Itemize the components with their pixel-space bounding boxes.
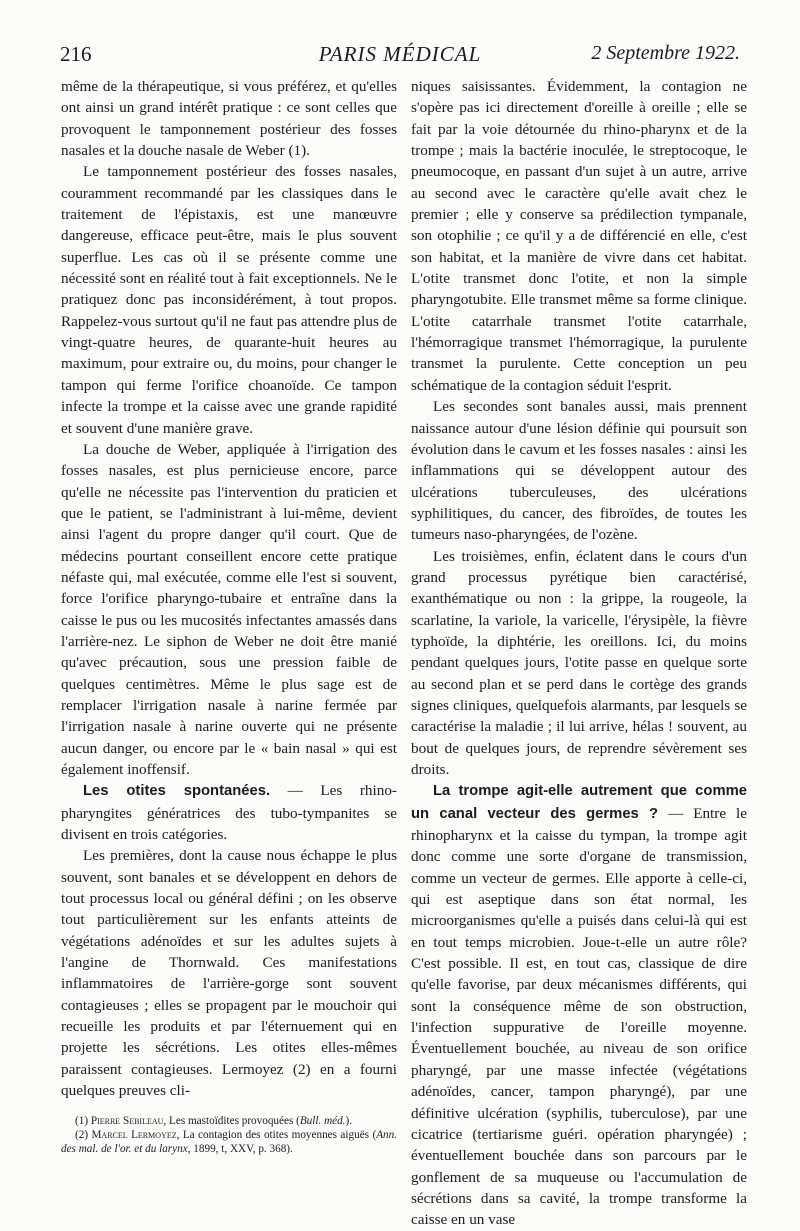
paragraph xyxy=(61,780,397,845)
footnote-text: , 1899, t, XXV, p. 368). xyxy=(187,1142,293,1155)
footnote-label: (1) xyxy=(75,1114,91,1127)
right-column xyxy=(411,76,747,1231)
paragraph: Les secondes sont banales aussi, mais prennent naissance autour d'une lésion définie qui poursuit son évolution dans le cavum et les fosses nasales : ainsi les inflammations qui se développent autour des ulcérations tuberculeuses, des ulcérations syphilitiques, du cancer, des fibroïdes, de toutes les tumeurs naso-pharyngées, de l'ozène. xyxy=(411,398,747,544)
paragraph: La douche de Weber, appliquée à l'irrigation des fosses nasales, est plus pernicieuse encore, parce qu'elle ne nécessite pas l'intervention du praticien et que le patient, se l'administrant à lui-même, devient ainsi l'agent du propre danger qu'il court. Que de médecins pourtant conseillent encore cette pratique néfaste qui, mal exécutée, comme elle l'est si souvent, force l'orifice pharyngo-tubaire et entraîne dans la caisse le pus ou les mucosités infectantes amassés dans l'arrière-nez. Le siphon de Weber ne doit être manié qu'avec précaution, sous une pression faible de quelques centimètres. Même le plus sage est de remplacer l'irrigation nasale à narine fermée par l'irrigation nasale à narine ouverte qui ne présente aucun danger, ou encore par le « bain nasal » qui est également inoffensif. xyxy=(61,440,397,778)
footnote-text: , Les mastoïdites provoquées ( xyxy=(163,1114,300,1127)
footnote-text: , La contagion des otites moyennes aiguës ( xyxy=(176,1128,377,1141)
paragraph: Les premières, dont la cause nous échappe le plus souvent, sont banales et se développent en dehors de tout processus local ou général défini ; on les observe tout particulièrement sur les enfants atteints de végétations adénoïdes et sur les adultes sujets à l'angine de Thornwald. Ces manifestations inflammatoires de l'arrière-gorge sont souvent contagieuses ; elles se propagent par le mouchoir qui recueille les produits et par l'éternuement qui en projette les sécrétions. Les otites elles-mêmes paraissent contagieuses. Lermoyez (2) en a fourni quelques preuves cli- xyxy=(61,847,397,1100)
footnote-author: Marcel Lermoyez xyxy=(91,1128,177,1141)
paragraph: Les troisièmes, enfin, éclatent dans le cours d'un grand processus pyrétique bien caractérisé, exanthématique ou non : la grippe, la rougeole, la scarlatine, la variole, la varicelle, l'érysipèle, la fièvre typhoïde, la diphtérie, les oreillons. Ici, du moins pendant quelques jours, l'otite passe en quelque sorte au second plan et se perd dans le cortège des grands signes cliniques, quelquefois alarmants, par lesquels se caractérise la maladie ; il lui arrive, hélas ! souvent, au bout de quelques jours, de reprendre sévèrement ses droits. xyxy=(411,547,747,778)
paragraph-text: — Entre le rhinopharynx et la caisse du tympan, la trompe agit donc comme une sorte d'organe de transmission, comme un vecteur de germes. Elle apporte à celle-ci, qui est aseptique dans son état normal, les microorganismes qu'elle a puisés dans celui-là qui est en tout temps microbien. Joue-t-elle un autre rôle? C'est possible. Il est, en tout cas, classique de dire qu'elle favorise, par deux mécanismes différents, qui sont la conséquence même de son obstruction, l'infection suppurative de l'oreille moyenne. Éventuellement bouchée, au niveau de son orifice pharyngé, par une masse infectée (végétations adénoïdes, cancer, tampon pharyngé), par une définitive ulcération (syphilis, tuberculose), par une cicatrice (tertiarisme guéri. opération pharyngée) ; éventuellement bouchée dans son parcours par le gonflement de sa muqueuse ou l'accumulation de sécrétions dans sa cavité, la trompe transforme la caisse en un vase xyxy=(411,804,747,1229)
left-column xyxy=(61,76,397,1156)
running-header xyxy=(60,42,740,70)
footnote-text: ). xyxy=(345,1114,353,1127)
footnote-label: (2) xyxy=(75,1128,92,1141)
footnote-author: Pierre Sebileau xyxy=(90,1114,164,1127)
footnote xyxy=(61,1128,397,1156)
paragraph: même de la thérapeutique, si vous préférez, et qu'elles ont ainsi un grand intérêt pratique : ce sont celles que provoquent le tamponnement postérieur des fosses nasales et la douche nasale de Weber (1). xyxy=(61,78,397,160)
paragraph-text: — Les rhino-pharyngites génératrices des tubo-tympanites se divisent en trois catégories. xyxy=(61,782,397,844)
paragraph: Le tamponnement postérieur des fosses nasales, couramment recommandé par les classiques dans le traitement de l'épistaxis, est une manœuvre dangereuse, efficace peut-être, mais le plus souvent superflue. Les cas où il se présente comme une nécessité sont en réalité tout à fait exceptionnels. Ne le pratiquez donc pas inconsidérément, à tout propos. Rappelez-vous surtout qu'il ne faut pas attendre plus de vingt-quatre heures, de quarante-huit heures au maximum, pour extraire ou, du moins, pour changer le tampon qui ferme l'orifice choanoïde. Ce tampon infecte la trompe et la caisse avec une grande rapidité et souvent d'une manière grave. xyxy=(61,163,397,437)
issue-date: 2 Septembre 1922. xyxy=(591,42,740,64)
paragraph: niques saisissantes. Évidemment, la contagion ne s'opère pas ici directement d'oreille à oreille ; elle se fait par la voie détournée du rhino-pharynx et de la trompe ; mais la bactérie inoculée, le streptocoque, le pneumocoque, en passant d'un sujet à un autre, arrive au second avec le caractère qu'elle avait chez le premier ; elle y conserve sa prédilection tympanale, son otophilie ; ce qu'il y a de différencié en elle, c'est son habitat, et la manière de vivre dans cet habitat. L'otite transmet donc l'otite, et non la simple pharyngotubite. Elle transmet même sa forme clinique. L'otite catarrhale transmet l'otite catarrhale, l'hémorragique transmet l'hémorragique, la purulente transmet la purulente. Cette conception un peu schématique de la contagion séduit l'esprit. xyxy=(411,78,747,394)
page-number: 216 xyxy=(60,42,92,66)
footnote-source: Bull. méd. xyxy=(299,1114,346,1127)
journal-title: PARIS MÉDICAL xyxy=(318,42,482,66)
footnote xyxy=(61,1114,397,1128)
paragraph xyxy=(411,780,747,1230)
footnote-source: Ann. des mal. de l'or. et du larynx xyxy=(61,1128,398,1155)
section-heading: La trompe agit-elle autrement que comme un canal vecteur des germes ? xyxy=(411,783,747,822)
section-heading: Les otites spontanées. xyxy=(83,783,271,800)
